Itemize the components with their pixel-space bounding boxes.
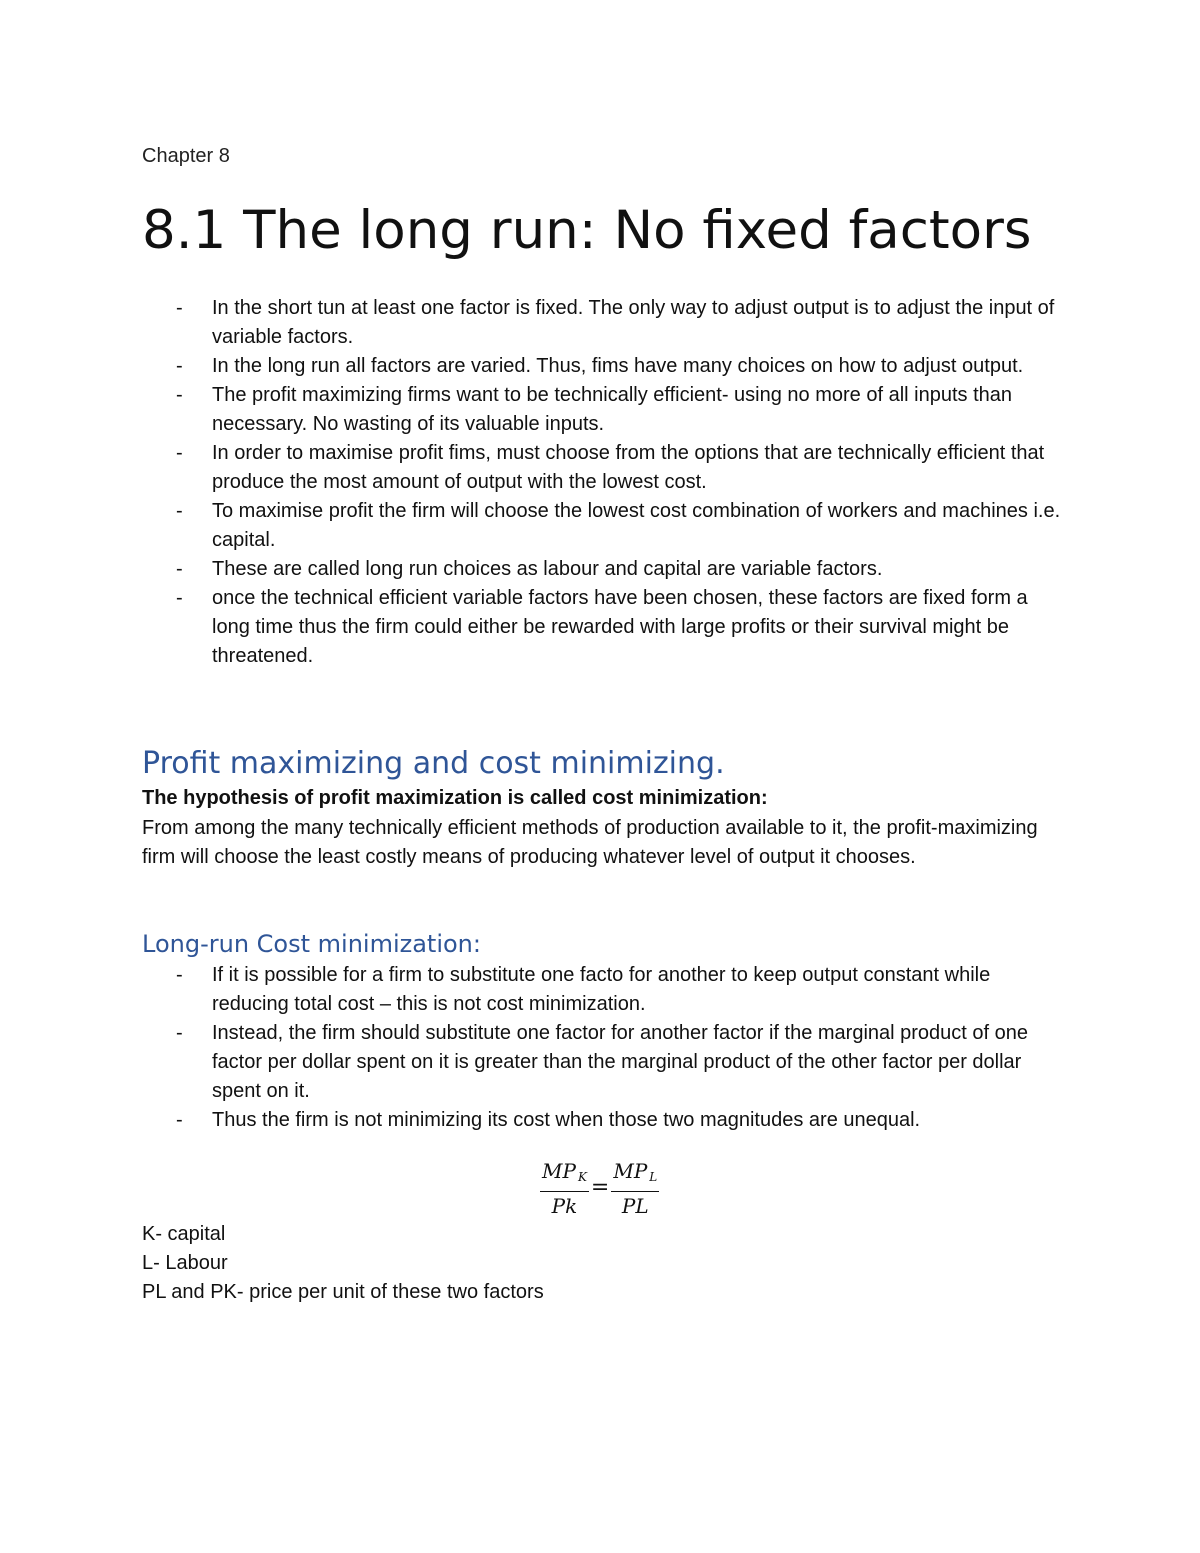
formula-right-denominator: PL [621, 1194, 649, 1218]
formula-left-numerator [540, 1160, 589, 1192]
cost-min-bullet-list [142, 961, 1062, 1135]
bullet-dash: - [176, 587, 183, 609]
list-item-text: The profit maximizing firms want to be technically efficient- using no more of all inputs than necessary. No wasting of its valuable inputs. [212, 384, 1012, 435]
list-item-text: In order to maximise profit fims, must choose from the options that are technically efficient that produce the most amount of output with the lowest cost. [212, 442, 1045, 493]
mp-k-symbol: MP [542, 1159, 576, 1183]
definitions-block [142, 1220, 544, 1307]
list-item [142, 352, 1062, 381]
subscript-l: L [649, 1170, 658, 1184]
list-item-text: To maximise profit the firm will choose the lowest cost combination of workers and machines i.e. capital. [212, 500, 1061, 551]
profit-paragraph: From among the many technically efficient methods of production available to it, the profit-maximizing firm will choose the least costly means of producing whatever level of output it chooses. [142, 817, 1038, 868]
profit-section-heading: Profit maximizing and cost minimizing. [142, 746, 725, 781]
list-item-text: These are called long run choices as labour and capital are variable factors. [212, 558, 883, 580]
list-item-text: In the short tun at least one factor is fixed. The only way to adjust output is to adjust the input of variable factors. [212, 297, 1055, 348]
cost-min-formula [540, 1160, 659, 1217]
list-item [142, 555, 1062, 584]
bullet-dash: - [176, 1022, 183, 1044]
list-item-text: If it is possible for a firm to substitute one facto for another to keep output constant while reducing total cost – this is not cost minimization. [212, 964, 991, 1015]
hypothesis-statement: The hypothesis of profit maximization is called cost minimization: [142, 787, 768, 809]
list-item-text: Instead, the firm should substitute one factor for another factor if the marginal product of one factor per dollar spent on it is greater than the marginal product of the other factor per dollar spent on it. [212, 1022, 1029, 1102]
list-item [142, 1019, 1062, 1106]
bullet-dash: - [176, 384, 183, 406]
equals-sign: = [590, 1175, 610, 1200]
formula-right-numerator [611, 1160, 659, 1192]
mp-l-symbol: MP [613, 1159, 648, 1183]
chapter-label: Chapter 8 [142, 145, 230, 167]
main-heading: 8.1 The long run: No fixed factors [142, 200, 1032, 261]
definition-capital: K- capital [142, 1223, 226, 1245]
list-item [142, 497, 1062, 555]
bullet-dash: - [176, 1109, 183, 1131]
long-run-bullet-list [142, 294, 1062, 671]
bullet-dash: - [176, 297, 183, 319]
formula-right-fraction [611, 1160, 659, 1217]
bullet-dash: - [176, 500, 183, 522]
bullet-dash: - [176, 558, 183, 580]
list-item-text: Thus the firm is not minimizing its cost when those two magnitudes are unequal. [212, 1109, 921, 1131]
list-item [142, 294, 1062, 352]
list-item [142, 381, 1062, 439]
subscript-k: K [577, 1170, 587, 1184]
bullet-dash: - [176, 442, 183, 464]
list-item-text: In the long run all factors are varied. Thus, fims have many choices on how to adjust output. [212, 355, 1024, 377]
list-item [142, 439, 1062, 497]
bullet-dash: - [176, 964, 183, 986]
list-item [142, 1106, 1062, 1135]
bullet-dash: - [176, 355, 183, 377]
definition-labour: L- Labour [142, 1252, 228, 1274]
formula-left-denominator: Pk [551, 1194, 578, 1218]
list-item [142, 584, 1062, 671]
definition-prices: PL and PK- price per unit of these two factors [142, 1281, 544, 1303]
formula-left-fraction [540, 1160, 589, 1217]
list-item [142, 961, 1062, 1019]
cost-min-section-heading: Long-run Cost minimization: [142, 930, 481, 958]
list-item-text: once the technical efficient variable factors have been chosen, these factors are fixed form a long time thus the firm could either be rewarded with large profits or their survival might be threatened. [212, 587, 1028, 667]
